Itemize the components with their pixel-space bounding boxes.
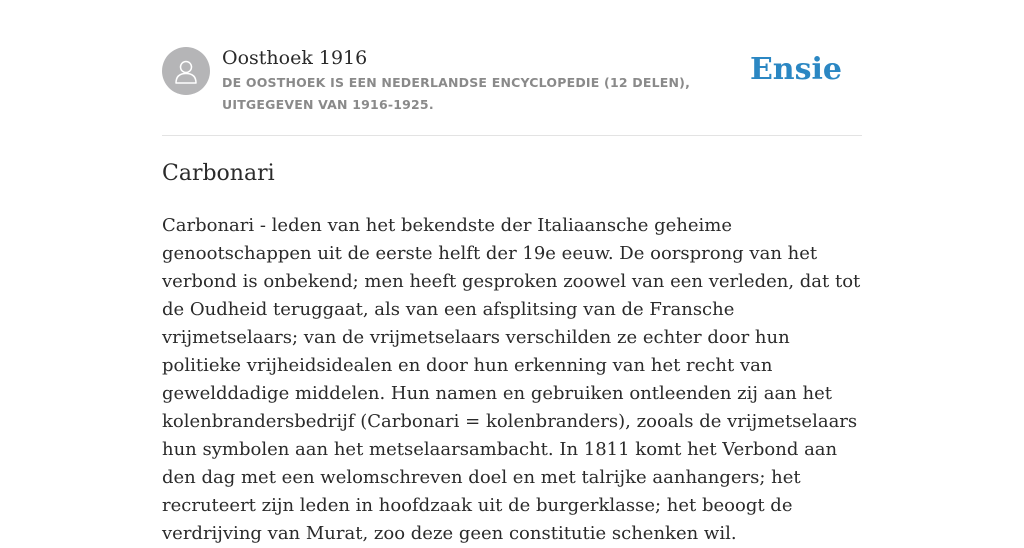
source-title[interactable]: Oosthoek 1916 <box>222 47 368 69</box>
avatar[interactable] <box>162 47 210 95</box>
divider <box>162 135 862 136</box>
article-body: Carbonari - leden van het bekendste der Italiaansche geheime genootschappen uit de eerste helft der 19e eeuw. De oorsprong van het verbond is onbekend; men heeft gesproken zoowel van een verleden, dat tot de Oudheid teruggaat, als van een afsplitsing van de Fransche vrijmetselaars; van de vrijmetselaars verschilden ze echter door hun politieke vrijheidsidealen en door hun erkenning van het recht van gewelddadige middelen. Hun namen en gebruiken ontleenden zij aan het kolenbrandersbedrijf (Carbonari = kolenbranders), zooals de vrijmetselaars hun symbolen aan het metselaarsambacht. In 1811 komt het Verbond aan den dag met een welomschreven doel en met talrijke aanhangers; het recruteert zijn leden in hoofdzaak uit de burgerklasse; het beoogt de verdrijving van Murat, zoo deze geen constitutie schenken wil. <box>162 215 861 544</box>
article-title: Carbonari <box>162 161 275 186</box>
user-silhouette-icon <box>172 57 200 85</box>
source-description: DE OOSTHOEK IS EEN NEDERLANDSE ENCYCLOPEDIE (12 DELEN), UITGEGEVEN VAN 1916-1925. <box>222 75 691 112</box>
ensie-logo[interactable]: Ensie <box>749 52 842 87</box>
source-header <box>162 46 862 118</box>
